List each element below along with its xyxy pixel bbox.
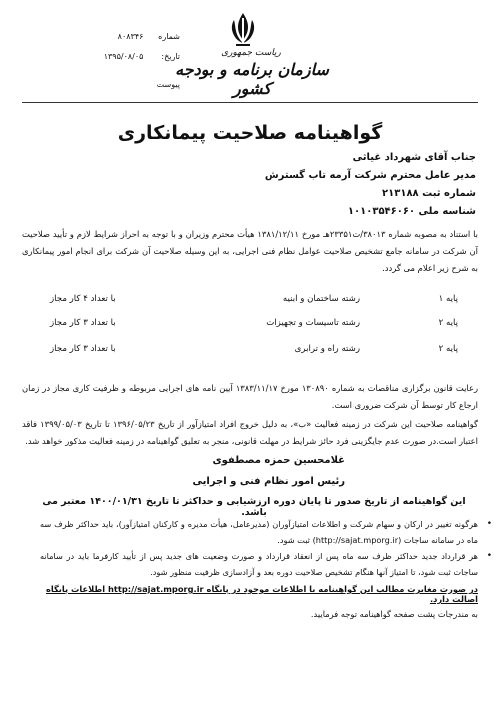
note-text: هرگونه تغییر در ارکان و سهام شرکت و اطلاعات امتیازآوران (مدیرعامل، هیأت مدیره و کارکنان امتیازآور)، باید حداکثر ظرف سه ماه در سامانه ساجات (http://sajat.mporg.ir) ثبت شود. [40, 519, 478, 545]
rank-count: با تعداد ۴ کار مجاز [50, 294, 116, 304]
page-title: گواهینامه صلاحیت پیمانکاری [117, 122, 383, 144]
rank-level: پایه ۱ [438, 294, 458, 304]
intro-paragraph: با استناد به مصوبه شماره ۳۸۰۱۳/ت۲۳۳۵۱هـ مورخ ۱۳۸۱/۱۲/۱۱ هیأت محترم وزیران و با توجه به احراز شرایط لازم و تأیید صلاحیت آن شرکت در سامانه جامع تشخیص صلاحیت عوامل نظام فنی اجرایی، به این وسیله صلاحیت آن شرکت برای انجام امور پیمانکاری به شرح زیر اعلام می گردد. [22, 229, 478, 273]
letter-number-value: ۸۰۸۳۴۶ [117, 32, 144, 41]
rank-row [50, 344, 458, 360]
discrepancy-notice: در صورت مغایرت مطالب این گواهینامه با اطلاعات موجود در پایگاه http://sajat.mporg.ir اطلاعات پایگاه اصالت دارد. [45, 584, 478, 604]
letter-attachment [60, 80, 180, 89]
org-line-presidency: ریاست جمهوری [221, 48, 281, 58]
letter-number [60, 32, 180, 41]
bullet-icon: • [486, 551, 492, 561]
recipient-position: مدیر عامل محترم شرکت آرمه تاب گسترش [264, 170, 476, 181]
rank-count: با تعداد ۳ کار مجاز [50, 318, 116, 328]
registration-number: شماره ثبت ۲۱۳۱۸۸ [382, 188, 476, 199]
rank-field: رشته ساختمان و ابنیه [282, 294, 360, 304]
validity-restriction-paragraph: گواهینامه صلاحیت این شرکت در زمینه فعالیت «ب»، به دلیل خروج افراد امتیازآور از تاریخ ۱۳۹۶/۰۵/۲۳ تا تاریخ ۱۳۹۹/۰۵/۰۳ فاقد اعتبار است.در صورت عدم جایگزینی فرد حائز شرایط در مهلت قانونی، منجر به تعلیق گواهینامه در زمینه فعالیت مذکور خواهد شد. [22, 419, 478, 446]
signer-role: رئیس امور نظام فنی و اجرایی [192, 476, 345, 487]
validity-statement: این گواهینامه از تاریخ صدور تا پایان دوره ارزشیابی و حداکثر تا تاریخ ۱۴۰۰/۰۱/۳۱ معتبر می باشد. [42, 496, 466, 518]
rank-row [50, 294, 458, 310]
letter-date [60, 52, 180, 61]
letter-date-label: تاریخ: [161, 52, 180, 61]
header-divider [22, 102, 478, 103]
rank-row [50, 318, 458, 334]
rank-level: پایه ۲ [438, 318, 458, 328]
rank-field: رشته تاسیسات و تجهیزات [266, 318, 360, 328]
recipient-name: جناب آقای شهرداد غیاثی [352, 152, 476, 163]
note-item [40, 516, 492, 548]
rank-count: با تعداد ۳ کار مجاز [50, 344, 116, 354]
national-id: شناسه ملی ۱۰۱۰۳۵۴۶۰۶۰ [347, 206, 476, 217]
iran-emblem-icon [226, 10, 260, 48]
back-page-note: به مندرجات پشت صفحه گواهینامه توجه فرمایید. [310, 609, 478, 619]
letter-date-value: ۱۳۹۵/۰۸/۰۵ [103, 52, 144, 61]
note-text: هر قرارداد جدید حداکثر ظرف سه ماه پس از انعقاد قرارداد و صورت وضعیت های جدید پس از تأیید کارفرما باید در سامانه ساجات ثبت شود، تا امتیاز آنها هنگام تشخیص صلاحیت دوره بعد و آزادسازی ظرفیت منظور شود. [40, 551, 478, 577]
letter-number-label: شماره [158, 32, 180, 41]
rank-level: پایه ۲ [438, 344, 458, 354]
rank-field: رشته راه و ترابری [294, 344, 360, 354]
org-name: سازمان برنامه و بودجه کشور [175, 60, 329, 98]
letter-attachment-label: پیوست [156, 80, 180, 89]
law-compliance-paragraph: رعایت قانون برگزاری مناقصات به شماره ۱۳۰۸۹۰ مورخ ۱۳۸۳/۱۱/۱۷ آیین نامه های اجرایی مربوطه و ظرفیت کاری مجاز در زمان ارجاع کار توسط آن شرکت ضروری است. [22, 383, 478, 410]
signer-name: غلامحسین حمزه مصطفوی [212, 455, 345, 466]
bullet-icon: • [486, 519, 492, 529]
note-item [40, 548, 492, 580]
